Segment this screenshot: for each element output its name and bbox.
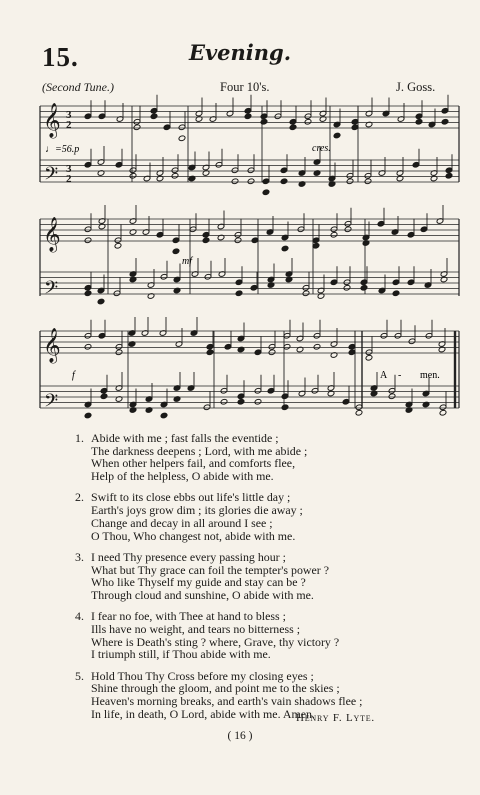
verse [75, 432, 455, 483]
time-sig-top: 3 [66, 163, 72, 175]
note-head [392, 290, 400, 297]
note-head [364, 178, 372, 185]
note-head [280, 178, 288, 185]
time-sig-top: 3 [66, 109, 72, 121]
verse-line: Abide with me ; fast falls the eventide ; [91, 431, 279, 445]
note-head [281, 245, 289, 252]
note-head [84, 343, 92, 350]
note-head [302, 290, 310, 297]
note-head [346, 178, 354, 185]
note-head [178, 135, 186, 142]
bass-clef-icon: 𝄢 [44, 391, 59, 416]
note-head [202, 237, 210, 244]
amen-syllable-men: men. [420, 370, 440, 381]
verse-line: Heaven's morning breaks, and earth's vain shadows flee ; [91, 694, 363, 709]
note-head [441, 118, 449, 125]
note-head [234, 237, 242, 244]
note-head [313, 343, 321, 350]
note-head [247, 178, 255, 185]
note-head [355, 409, 363, 416]
note-head [114, 242, 122, 249]
note-head [115, 349, 123, 356]
note-head [330, 231, 338, 238]
verse [75, 610, 455, 661]
tune-label: (Second Tune.) [42, 80, 114, 94]
bass-clef-icon: 𝄢 [44, 164, 59, 189]
note-head [171, 172, 179, 179]
note-head [237, 398, 245, 405]
verse-line: I need Thy presence every passing hour ; [91, 549, 286, 564]
verses [75, 432, 455, 729]
author: Henry F. Lyte. [296, 712, 375, 724]
note-head [220, 398, 228, 405]
note-head [133, 124, 141, 131]
note-head [268, 349, 276, 356]
verse-line: Change and decay in all around I see ; [91, 515, 273, 530]
amen-dash: - [398, 370, 402, 381]
barlines [40, 106, 459, 408]
verse-line: I triumph still, if Thou abide with me. [91, 647, 271, 662]
note-head [100, 393, 108, 400]
verse-line: Who like Thyself my guide and stay can be ? [91, 575, 306, 590]
verse-line: Ills have no weight, and tears no bitterness ; [91, 621, 301, 636]
composer: J. Goss. [396, 80, 436, 94]
note-head [129, 172, 137, 179]
note-head [343, 284, 351, 291]
time-sig-bottom: 2 [66, 173, 72, 185]
note-head [150, 113, 158, 120]
hymn-title: Evening. [188, 40, 292, 65]
note-head [281, 404, 289, 411]
verse-line: I fear no foe, with Thee at hand to bless ; [91, 609, 286, 624]
note-head [84, 412, 92, 419]
verse-line: Earth's joys grow dim ; its glories die away ; [91, 503, 303, 518]
note-head [289, 124, 297, 131]
verse-line: The darkness deepens ; Lord, with me abide ; [91, 443, 308, 458]
note-head [231, 178, 239, 185]
dynamic-mf: mf [182, 256, 192, 267]
hymn-number: 15. [42, 42, 79, 72]
verse-line: Hold Thou Thy Cross before my closing eyes ; [91, 668, 314, 683]
treble-clef-icon: 𝄞 [43, 328, 61, 363]
note-head [172, 248, 180, 255]
verse-line: In life, in death, O Lord, abide with me. Amen. [91, 706, 315, 721]
meter: Four 10's. [220, 80, 270, 94]
note-head [388, 393, 396, 400]
dynamic-cres: cres. [312, 143, 331, 154]
verse [75, 491, 455, 542]
note-head [84, 290, 92, 297]
treble-clef-icon: 𝄞 [43, 103, 61, 138]
verse-number: 4. [75, 609, 84, 624]
verse [75, 551, 455, 602]
dynamic-f: f [72, 370, 75, 381]
note-head [344, 226, 352, 233]
verse-line: When other helpers fail, and comforts flee, [91, 456, 296, 471]
note-head [445, 172, 453, 179]
verse-line: Shine through the gloom, and point me to the skies ; [91, 681, 340, 696]
page-number: ( 16 ) [227, 730, 253, 742]
verse-number: 1. [75, 431, 84, 445]
note-head [160, 412, 168, 419]
verse-number: 3. [75, 549, 84, 564]
verse-line: Through cloud and sunshine, O abide with me. [91, 587, 314, 602]
note-head [304, 118, 312, 125]
staff-lines [40, 106, 459, 408]
verse-line: O Thou, Who changest not, abide with me. [91, 528, 296, 543]
note-head [206, 349, 214, 356]
verse-line: Where is Death's sting ? where, Grave, thy victory ? [91, 634, 340, 649]
note-head [262, 189, 270, 196]
note-head [244, 113, 252, 120]
note-head [84, 237, 92, 244]
note-head [439, 409, 447, 416]
verse-number: 2. [75, 490, 84, 505]
note-head [254, 398, 262, 405]
tempo-mark: ♩=56.p [45, 144, 80, 155]
verse-number: 5. [75, 668, 84, 683]
verse-line: Swift to its close ebbs out life's little day ; [91, 490, 291, 505]
verse-line: What but Thy grace can foil the tempter's power ? [91, 562, 329, 577]
bass-clef-icon: 𝄢 [44, 278, 59, 303]
treble-clef-icon: 𝄞 [43, 217, 61, 252]
note-head [260, 118, 268, 125]
amen-syllable-a: A [380, 370, 388, 381]
verse [75, 670, 455, 721]
note-head [235, 290, 243, 297]
verse-line: Help of the helpless, O abide with me. [91, 469, 274, 484]
note-head [97, 298, 105, 305]
note-head [415, 118, 423, 125]
time-sig-bottom: 2 [66, 119, 72, 131]
note-head [360, 284, 368, 291]
note-head [365, 354, 373, 361]
note-head [333, 132, 341, 139]
